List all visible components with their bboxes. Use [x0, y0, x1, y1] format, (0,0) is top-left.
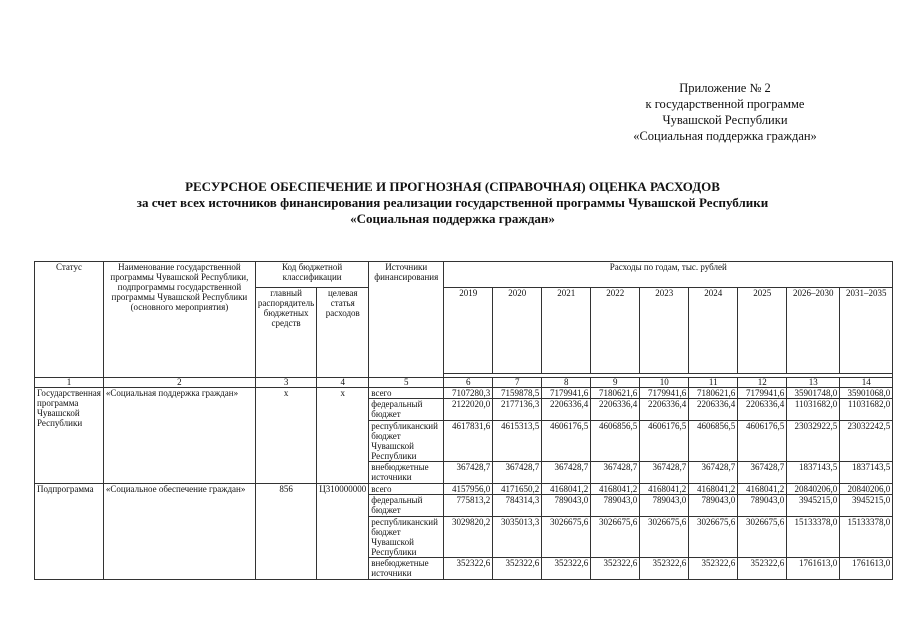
row-value: 2122020,0: [444, 399, 493, 421]
row-value: 352322,6: [738, 558, 787, 580]
header-sources: Источники финансирования: [369, 262, 444, 378]
row-value: 4171650,2: [493, 484, 542, 495]
row-value: 2206336,4: [640, 399, 689, 421]
row-grbs: x: [255, 388, 316, 484]
table-row: [35, 388, 893, 399]
row-value: 20840206,0: [787, 484, 840, 495]
row-source: федеральный бюджет: [369, 495, 444, 517]
row-value: 1837143,5: [787, 462, 840, 484]
row-status: Государственная программа Чувашской Республики: [35, 388, 104, 484]
row-value: 1761613,0: [787, 558, 840, 580]
header-year: 2019: [444, 288, 493, 374]
document-title: [60, 179, 845, 227]
col-number: 5: [369, 378, 444, 388]
row-value: 367428,7: [738, 462, 787, 484]
row-value: 2206336,4: [591, 399, 640, 421]
col-number: 2: [103, 378, 255, 388]
row-value: 3026675,6: [640, 517, 689, 558]
row-source: внебюджетные источники: [369, 462, 444, 484]
header-status: Статус: [35, 262, 104, 378]
row-value: 789043,0: [640, 495, 689, 517]
row-value: 352322,6: [640, 558, 689, 580]
header-year: 2024: [689, 288, 738, 374]
row-value: 11031682,0: [787, 399, 840, 421]
header-expenses: Расходы по годам, тыс. рублей: [444, 262, 893, 288]
row-value: 3945215,0: [787, 495, 840, 517]
row-value: 1761613,0: [840, 558, 893, 580]
row-value: 352322,6: [689, 558, 738, 580]
row-value: 367428,7: [591, 462, 640, 484]
row-source: республиканский бюджет Чувашской Республики: [369, 517, 444, 558]
row-value: 775813,2: [444, 495, 493, 517]
header-year: 2031–2035: [840, 288, 893, 374]
row-value: 4168041,2: [689, 484, 738, 495]
col-number: 4: [317, 378, 369, 388]
row-value: 3026675,6: [542, 517, 591, 558]
row-value: 15133378,0: [787, 517, 840, 558]
row-value: 35901748,0: [787, 388, 840, 399]
resource-table: [34, 261, 893, 580]
row-value: 367428,7: [444, 462, 493, 484]
row-value: 4168041,2: [542, 484, 591, 495]
title-line-3: «Социальная поддержка граждан»: [350, 211, 555, 226]
row-value: 367428,7: [689, 462, 738, 484]
row-value: 367428,7: [640, 462, 689, 484]
appendix-line: «Социальная поддержка граждан»: [633, 129, 817, 143]
row-value: 352322,6: [542, 558, 591, 580]
row-value: 3035013,3: [493, 517, 542, 558]
header-year: 2026–2030: [787, 288, 840, 374]
row-value: 3029820,2: [444, 517, 493, 558]
header-year: 2021: [542, 288, 591, 374]
appendix-line: Чувашской Республики: [662, 113, 788, 127]
col-number: 14: [840, 378, 893, 388]
col-number: 7: [493, 378, 542, 388]
row-status: Подпрограмма: [35, 484, 104, 580]
row-value: 352322,6: [493, 558, 542, 580]
row-value: 367428,7: [542, 462, 591, 484]
header-year: 2022: [591, 288, 640, 374]
row-value: 7107280,3: [444, 388, 493, 399]
col-number: 6: [444, 378, 493, 388]
col-number: 10: [640, 378, 689, 388]
row-value: 4606856,5: [591, 421, 640, 462]
row-value: 15133378,0: [840, 517, 893, 558]
col-number: 12: [738, 378, 787, 388]
row-value: 7179941,6: [640, 388, 689, 399]
row-source: республиканский бюджет Чувашской Республики: [369, 421, 444, 462]
col-number: 11: [689, 378, 738, 388]
row-value: 11031682,0: [840, 399, 893, 421]
row-value: 7179941,6: [738, 388, 787, 399]
row-value: 4168041,2: [640, 484, 689, 495]
row-value: 2206336,4: [542, 399, 591, 421]
row-source: внебюджетные источники: [369, 558, 444, 580]
row-value: 4615313,5: [493, 421, 542, 462]
row-value: 789043,0: [738, 495, 787, 517]
header-year: 2025: [738, 288, 787, 374]
row-value: 4168041,2: [591, 484, 640, 495]
row-value: 352322,6: [444, 558, 493, 580]
row-source: всего: [369, 388, 444, 399]
row-value: 784314,3: [493, 495, 542, 517]
col-number: 3: [255, 378, 316, 388]
appendix-line: Приложение № 2: [679, 81, 771, 95]
row-value: 7179941,6: [542, 388, 591, 399]
row-value: 3026675,6: [689, 517, 738, 558]
row-source: федеральный бюджет: [369, 399, 444, 421]
row-value: 4157956,0: [444, 484, 493, 495]
row-value: 4606176,5: [542, 421, 591, 462]
row-name: «Социальная поддержка граждан»: [103, 388, 255, 484]
row-value: 4606176,5: [738, 421, 787, 462]
row-grbs: 856: [255, 484, 316, 580]
row-value: 4168041,2: [738, 484, 787, 495]
row-value: 3945215,0: [840, 495, 893, 517]
row-value: 4617831,6: [444, 421, 493, 462]
header-year: 2023: [640, 288, 689, 374]
row-value: 35901068,0: [840, 388, 893, 399]
table-body: [35, 388, 893, 580]
col-number: 9: [591, 378, 640, 388]
row-value: 352322,6: [591, 558, 640, 580]
header-cs: целевая статья расходов: [317, 288, 369, 378]
row-value: 2177136,3: [493, 399, 542, 421]
row-value: 367428,7: [493, 462, 542, 484]
row-value: 4606176,5: [640, 421, 689, 462]
row-value: 3026675,6: [738, 517, 787, 558]
table-row: [35, 484, 893, 495]
row-value: 7180621,6: [689, 388, 738, 399]
header-grbs: главный распорядитель бюджетных средств: [255, 288, 316, 378]
row-value: 2206336,4: [689, 399, 738, 421]
header-name: Наименование государственной программы Чувашской Республики, подпрограммы государственной программы Чувашской Республики (основного мероприятия): [103, 262, 255, 378]
col-number: 13: [787, 378, 840, 388]
col-number: 8: [542, 378, 591, 388]
row-value: 23032922,5: [787, 421, 840, 462]
row-target-article: Ц310000000: [317, 484, 369, 580]
header-year: 2020: [493, 288, 542, 374]
row-value: 7180621,6: [591, 388, 640, 399]
appendix-line: к государственной программе: [645, 97, 805, 111]
row-value: 4606856,5: [689, 421, 738, 462]
row-source: всего: [369, 484, 444, 495]
title-line-2: за счет всех источников финансирования реализации государственной программы Чувашской Республики: [136, 195, 769, 210]
row-value: 789043,0: [542, 495, 591, 517]
row-target-article: x: [317, 388, 369, 484]
row-value: 20840206,0: [840, 484, 893, 495]
col-number: 1: [35, 378, 104, 388]
row-value: 2206336,4: [738, 399, 787, 421]
title-line-1: РЕСУРСНОЕ ОБЕСПЕЧЕНИЕ И ПРОГНОЗНАЯ (СПРАВОЧНАЯ) ОЦЕНКА РАСХОДОВ: [185, 179, 720, 194]
row-value: 789043,0: [591, 495, 640, 517]
row-value: 23032242,5: [840, 421, 893, 462]
row-value: 7159878,5: [493, 388, 542, 399]
row-name: «Социальное обеспечение граждан»: [103, 484, 255, 580]
header-code: Код бюджетной классификации: [255, 262, 368, 288]
row-value: 3026675,6: [591, 517, 640, 558]
row-value: 789043,0: [689, 495, 738, 517]
appendix-block: [560, 80, 890, 144]
row-value: 1837143,5: [840, 462, 893, 484]
